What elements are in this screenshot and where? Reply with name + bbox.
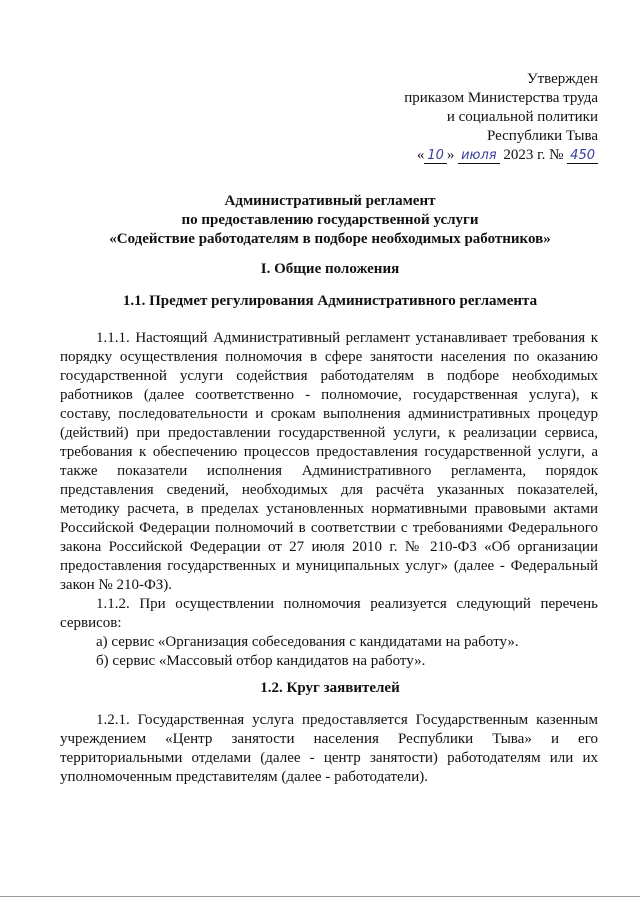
section-heading-general: I. Общие положения xyxy=(260,261,400,277)
title-line-2: по предоставлению государственной услуги xyxy=(181,212,479,228)
date-day-handwritten: 10 xyxy=(424,148,447,164)
date-open-quote: « xyxy=(416,147,425,163)
title-line-3: «Содействие работодателям в подборе необходимых работников» xyxy=(109,231,551,247)
scan-edge-divider xyxy=(0,896,640,897)
date-close-quote: » xyxy=(446,147,455,163)
document-title xyxy=(60,192,600,249)
title-line-1: Административный регламент xyxy=(224,193,436,209)
section1-body xyxy=(60,329,598,671)
approval-line-4: Республики Тыва xyxy=(486,128,598,144)
paragraph-1-1-1: 1.1.1. Настоящий Административный регламент устанавливает требования к порядку осуществления полномочия в сфере занятости населения по оказанию государственной услуги содействия работодателям в подборе необходимых работников (далее соответственно - полномочие, государственная услуга), к составу, последовательности и срокам выполнения административных процедур (действий) при предоставлении государственной услуги, к реализации сервиса, требования к обеспечению процессов предоставления государственной услуги, а также показатели исполнения Административного регламента, порядок представления сведений, необходимых для расчёта указанных показателей, методику расчета, в пределах установленных нормативными правовыми актами Российской Федерации полномочий в соответствии с требованиями Федерального закона Российской Федерации от 27 июля 2010 г. № 210-ФЗ «Об организации предоставления государственных и муниципальных услуг» (далее - Федеральный закон № 210-ФЗ). xyxy=(60,330,598,593)
subsection-heading-subject: 1.1. Предмет регулирования Административного регламента xyxy=(122,293,538,309)
approval-stamp xyxy=(338,70,598,165)
list-item-a: а) сервис «Организация собеседования с кандидатами на работу». xyxy=(96,634,519,650)
date-year: 2023 г. № xyxy=(503,147,564,163)
order-number-handwritten: 450 xyxy=(567,148,598,164)
approval-date xyxy=(338,146,598,165)
section2-body xyxy=(60,711,598,787)
paragraph-1-1-2: 1.1.2. При осуществлении полномочия реализуется следующий перечень сервисов: xyxy=(60,596,598,631)
approval-line-3: и социальной политики xyxy=(446,109,598,125)
approval-line-2: приказом Министерства труда xyxy=(404,90,598,106)
paragraph-1-2-1: 1.2.1. Государственная услуга предоставляется Государственным казенным учреждением «Центр занятости населения Республики Тыва» и его территориальными отделами (далее - центр занятости) работодателям или их уполномоченным представителям (далее - работодатели). xyxy=(60,712,598,785)
approval-line-1: Утвержден xyxy=(526,71,598,87)
date-month-handwritten: июля xyxy=(458,148,500,164)
subsection-heading-applicants: 1.2. Круг заявителей xyxy=(260,680,400,696)
list-item-b: б) сервис «Массовый отбор кандидатов на работу». xyxy=(96,653,426,669)
